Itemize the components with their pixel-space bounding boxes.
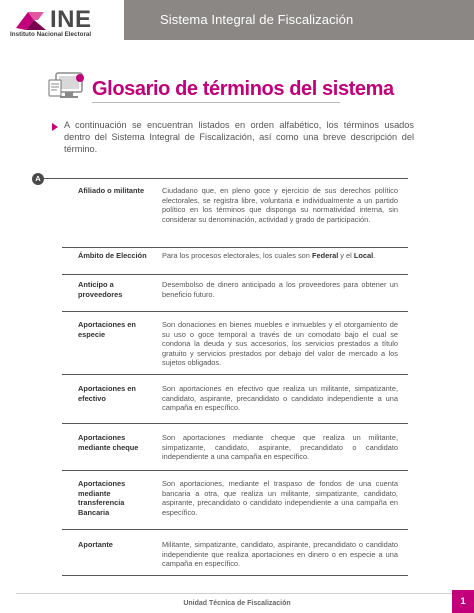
glossary-term: Aportaciones en especie [78,320,136,339]
glossary-definition: Son aportaciones mediante cheque que realiza un militante, simpatizante, candidato, aspirante, precandidato o candidato independiente a una campaña en específico. [162,433,398,462]
definition-text: y el [338,251,354,260]
logo-text: INE [50,6,92,33]
definition-text: . [373,251,376,260]
glossary-definition: Son donaciones en bienes muebles e inmuebles y el otorgamiento de su uso o goce temporal a través de un comodato bajo el cual se condona la deuda y sus accesorios, los servicios prestados a título gratuito y servicios prestados por debajo del valor de mercado a los sujetos obligados. [162,320,398,368]
row-divider [62,470,408,471]
glossary-row [62,433,408,471]
glossary-term: Aportaciones mediante cheque [78,433,139,452]
page-header [0,0,474,48]
computer-document-icon [47,70,87,104]
page-number: 1 [452,590,474,613]
glossary-row [62,479,408,530]
definition-bold-federal: Federal [311,251,339,260]
page-title: Glosario de términos del sistema [92,78,394,100]
glossary-definition [162,251,398,261]
glossary-term: Aportaciones mediante transferencia Bancaria [78,479,126,517]
row-divider [62,374,408,375]
row-divider [62,575,408,576]
section-divider [44,178,408,179]
glossary-definition: Son aportaciones, mediante el traspaso de fondos de una cuenta bancaria a otra, que realiza un militante, simpatizante, candidato, aspirante, precandidato o candidato independiente a una campaña en específico. [162,479,398,517]
title-divider [92,102,340,103]
glossary-term: Aportante [78,540,113,549]
definition-bold-local: Local [353,251,374,260]
row-divider [62,423,408,424]
logo-subtitle: Instituto Nacional Electoral [10,31,92,38]
bullet-arrow-icon [52,123,58,131]
row-divider [62,247,408,248]
glossary-definition: Son aportaciones en efectivo que realiza un militante, simpatizante, candidato, aspirante, precandidato o candidato independiente a una campaña en específico. [162,384,398,413]
definition-text: Para los procesos electorales, los cuales son [162,251,312,260]
ine-logo [10,8,122,40]
glossary-term: Anticipo a proveedores [78,280,123,299]
glossary-term: Afiliado o militante [78,186,145,195]
glossary-row [62,186,408,248]
row-divider [62,274,408,275]
row-divider [62,529,408,530]
footer-divider [16,593,456,594]
glossary-row [62,251,408,275]
ine-logo-mark-icon [14,8,50,32]
glossary-definition: Ciudadano que, en pleno goce y ejercicio de sus derechos político electorales, se registra libre, voluntaria e individualmente a un partido político en los términos que disponga su normatividad interna, sin considerar su denominación, actividad y grado de participación. [162,186,398,224]
footer-unit: Unidad Técnica de Fiscalización [183,600,291,607]
glossary-definition: Militante, simpatizante, candidato, aspirante, precandidato o candidato independiente que realiza aportaciones en dinero o en especie a una campaña en específico. [162,540,398,569]
glossary-term: Ámbito de Elección [78,251,147,260]
intro-paragraph: A continuación se encuentran listados en orden alfabético, los términos usados dentro del Sistema Integral de Fiscalización, así como una breve descripción del término. [64,120,414,154]
glossary-definition: Desembolso de dinero anticipado a los proveedores para obtener un beneficio futuro. [162,280,398,299]
glossary-row [62,280,408,312]
system-title: Sistema Integral de Fiscalización [160,12,354,27]
section-letter-badge: A [32,173,44,185]
glossary-row [62,540,408,576]
glossary-row [62,320,408,375]
row-divider [62,311,408,312]
glossary-row [62,384,408,424]
glossary-term: Aportaciones en efectivo [78,384,136,403]
